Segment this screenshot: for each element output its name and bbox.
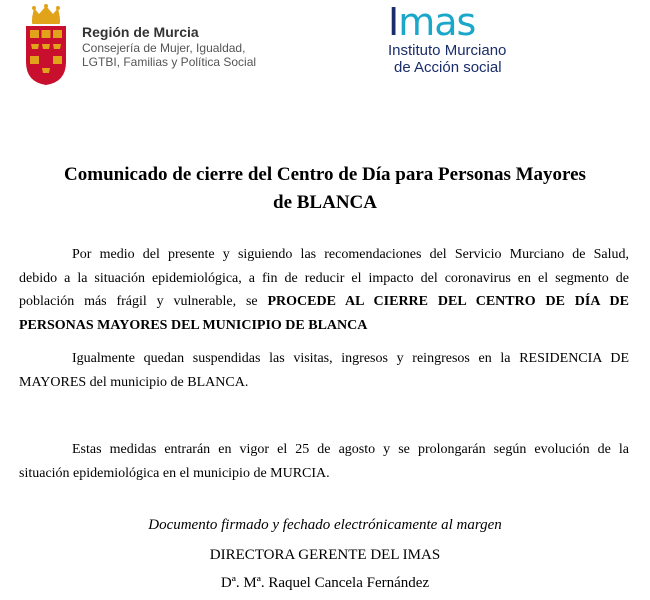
imas-word-i: I [388, 0, 399, 44]
paragraph-1-line-1: Por medio del presente y siguiendo las recomendaciones del Servicio Murciano de Salud, [72, 247, 629, 262]
imas-logo [388, 0, 558, 76]
region-title: Región de Murcia [82, 24, 199, 40]
signature-role: DIRECTORA GERENTE DEL IMAS [209, 547, 441, 563]
imas-line-1: Instituto Murciano [388, 42, 507, 59]
paragraph-1-line-3 [19, 290, 629, 314]
imas-word-mas: mas [398, 0, 476, 44]
paragraph-3-line-2: situación epidemiológica en el municipio de MURCIA. [19, 465, 330, 481]
region-murcia-coat-of-arms-icon [22, 4, 70, 86]
document-title [20, 161, 630, 217]
region-murcia-text [82, 24, 256, 69]
paragraph-3 [19, 438, 629, 485]
paragraph-2-line-1: Igualmente quedan suspendidas las visitas, ingresos y reingresos en la RESIDENCIA DE [72, 351, 629, 366]
paragraph-1-line-3-plain: población más frágil y vulnerable, se [19, 294, 268, 309]
paragraph-1-line-3-bold: PROCEDE AL CIERRE DEL CENTRO DE DÍA DE [267, 294, 630, 309]
document-title-line-1: Comunicado de cierre del Centro de Día para Personas Mayores [64, 164, 586, 185]
paragraph-2 [19, 347, 629, 394]
paragraph-1 [19, 243, 629, 337]
document-title-line-2: de BLANCA [273, 192, 377, 213]
signature-note: Documento firmado y fechado electrónicamente al margen [148, 517, 502, 533]
signature-name: Dª. Mª. Raquel Cancela Fernández [220, 575, 430, 591]
crown-icon [32, 4, 60, 24]
imas-line-2: de Acción social [394, 59, 502, 76]
region-sub-line-2: LGTBI, Familias y Política Social [82, 55, 257, 69]
paragraph-3-line-1: Estas medidas entrarán en vigor el 25 de agosto y se prolongarán según evolución de la [72, 442, 629, 457]
paragraph-1-line-4: PERSONAS MAYORES DEL MUNICIPIO DE BLANCA [19, 317, 368, 333]
region-sub-line-1: Consejería de Mujer, Igualdad, [82, 41, 246, 55]
paragraph-1-line-2: debido a la situación epidemiológica, a fin de reducir el impacto del coronavirus en el segmento de [19, 270, 629, 286]
imas-wordmark [388, 0, 558, 44]
paragraph-2-line-2: MAYORES del municipio de BLANCA. [19, 374, 249, 390]
